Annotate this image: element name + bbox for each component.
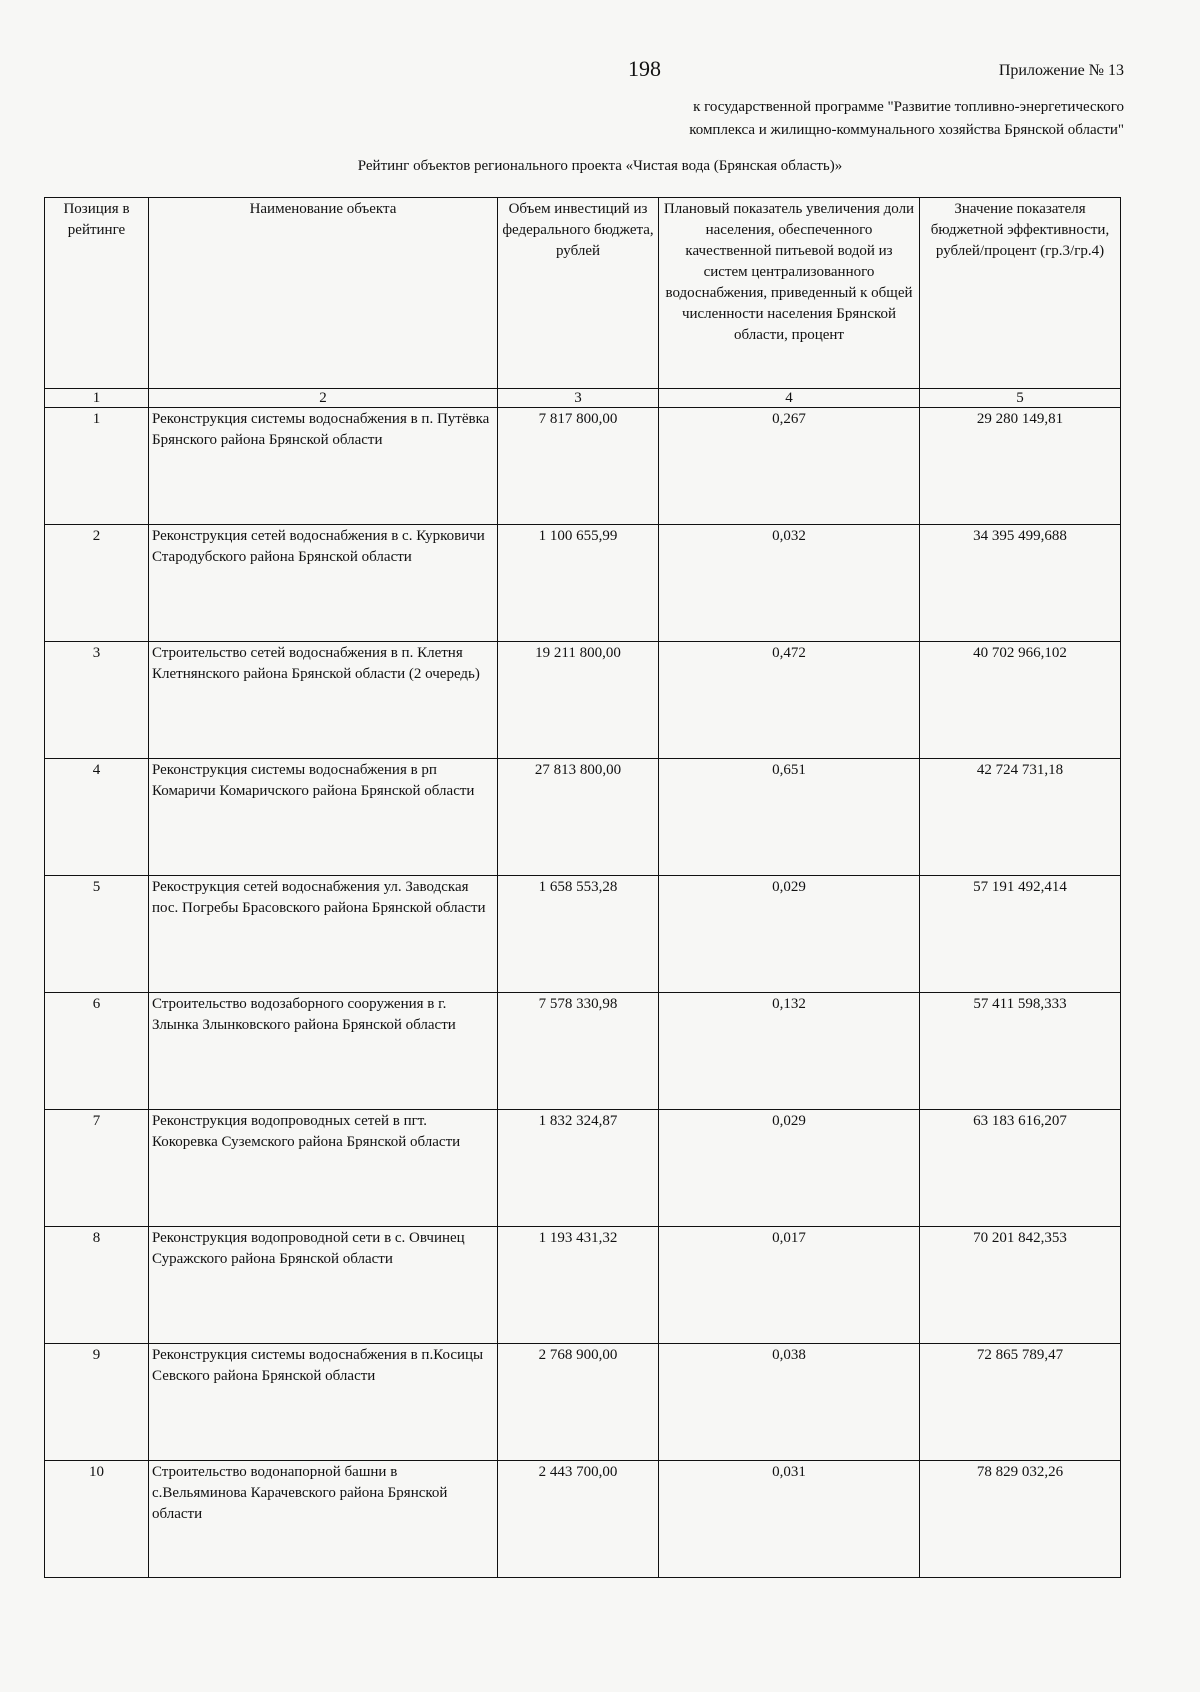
cell-object-name: Строительство водозаборного сооружения в г. Злынка Злынковского района Брянской области — [149, 993, 498, 1110]
cell-indicator: 0,267 — [659, 408, 920, 525]
cell-efficiency: 70 201 842,353 — [920, 1227, 1121, 1344]
cell-position: 2 — [45, 525, 149, 642]
column-header-efficiency: Значение показателя бюджетной эффективности, рублей/процент (гр.3/гр.4) — [920, 198, 1121, 389]
cell-investment: 1 100 655,99 — [498, 525, 659, 642]
cell-object-name: Реконструкция системы водоснабжения в п.Косицы Севского района Брянской области — [149, 1344, 498, 1461]
column-header-investment: Объем инвестиций из федерального бюджета, рублей — [498, 198, 659, 389]
cell-object-name: Строительство водонапорной башни в с.Вельяминова Карачевского района Брянской области — [149, 1461, 498, 1578]
cell-efficiency: 72 865 789,47 — [920, 1344, 1121, 1461]
column-number: 5 — [920, 389, 1121, 408]
cell-position: 9 — [45, 1344, 149, 1461]
cell-investment: 2 443 700,00 — [498, 1461, 659, 1578]
cell-indicator: 0,651 — [659, 759, 920, 876]
document-title: Рейтинг объектов регионального проекта «Чистая вода (Брянская область)» — [357, 158, 843, 174]
cell-investment: 1 658 553,28 — [498, 876, 659, 993]
cell-investment: 7 817 800,00 — [498, 408, 659, 525]
cell-efficiency: 29 280 149,81 — [920, 408, 1121, 525]
subtitle-line-1: к государственной программе "Развитие топливно-энергетического — [693, 99, 1124, 115]
table-row — [45, 525, 1121, 642]
cell-indicator: 0,032 — [659, 525, 920, 642]
cell-object-name: Рекострукция сетей водоснабжения ул. Заводская пос. Погребы Брасовского района Брянской области — [149, 876, 498, 993]
table-row — [45, 1110, 1121, 1227]
program-subtitle — [689, 96, 1124, 142]
cell-indicator: 0,029 — [659, 1110, 920, 1227]
cell-position: 8 — [45, 1227, 149, 1344]
column-number-row — [45, 389, 1121, 408]
cell-indicator: 0,132 — [659, 993, 920, 1110]
cell-position: 6 — [45, 993, 149, 1110]
cell-efficiency: 57 411 598,333 — [920, 993, 1121, 1110]
cell-object-name: Реконструкция сетей водоснабжения в с. Курковичи Стародубского района Брянской области — [149, 525, 498, 642]
cell-efficiency: 63 183 616,207 — [920, 1110, 1121, 1227]
cell-efficiency: 34 395 499,688 — [920, 525, 1121, 642]
cell-indicator: 0,029 — [659, 876, 920, 993]
cell-efficiency: 78 829 032,26 — [920, 1461, 1121, 1578]
table-row — [45, 1227, 1121, 1344]
cell-position: 4 — [45, 759, 149, 876]
column-number: 2 — [149, 389, 498, 408]
column-header-indicator: Плановый показатель увеличения доли населения, обеспеченного качественной питьевой водой из систем централизованного водоснабжения, приведенный к общей численности населения Брянской области, процент — [659, 198, 920, 389]
cell-investment: 19 211 800,00 — [498, 642, 659, 759]
table-row — [45, 1344, 1121, 1461]
table-row — [45, 993, 1121, 1110]
table-row — [45, 1461, 1121, 1578]
cell-investment: 2 768 900,00 — [498, 1344, 659, 1461]
column-number: 4 — [659, 389, 920, 408]
table-row — [45, 408, 1121, 525]
appendix-label: Приложение № 13 — [998, 62, 1124, 79]
cell-investment: 1 832 324,87 — [498, 1110, 659, 1227]
cell-object-name: Реконструкция системы водоснабжения в п. Путёвка Брянского района Брянской области — [149, 408, 498, 525]
cell-object-name: Реконструкция водопроводной сети в с. Овчинец Суражского района Брянской области — [149, 1227, 498, 1344]
cell-investment: 27 813 800,00 — [498, 759, 659, 876]
cell-position: 7 — [45, 1110, 149, 1227]
column-header-name: Наименование объекта — [149, 198, 498, 389]
cell-position: 5 — [45, 876, 149, 993]
table-row — [45, 876, 1121, 993]
subtitle-line-2: комплекса и жилищно-коммунального хозяйства Брянской области" — [689, 122, 1124, 138]
cell-indicator: 0,017 — [659, 1227, 920, 1344]
cell-indicator: 0,038 — [659, 1344, 920, 1461]
cell-efficiency: 40 702 966,102 — [920, 642, 1121, 759]
cell-object-name: Строительство сетей водоснабжения в п. Клетня Клетнянского района Брянской области (2 очередь) — [149, 642, 498, 759]
cell-object-name: Реконструкция системы водоснабжения в рп Комаричи Комаричского района Брянской области — [149, 759, 498, 876]
page-number: 198 — [628, 56, 661, 81]
cell-position: 1 — [45, 408, 149, 525]
cell-object-name: Реконструкция водопроводных сетей в пгт. Кокоревка Суземского района Брянской области — [149, 1110, 498, 1227]
column-number: 1 — [45, 389, 149, 408]
cell-position: 3 — [45, 642, 149, 759]
table-header-row — [45, 198, 1121, 389]
cell-indicator: 0,472 — [659, 642, 920, 759]
cell-efficiency: 42 724 731,18 — [920, 759, 1121, 876]
rating-table — [44, 197, 1121, 1578]
table-row — [45, 759, 1121, 876]
column-header-position: Позиция в рейтинге — [45, 198, 149, 389]
table-row — [45, 642, 1121, 759]
cell-investment: 1 193 431,32 — [498, 1227, 659, 1344]
cell-indicator: 0,031 — [659, 1461, 920, 1578]
cell-efficiency: 57 191 492,414 — [920, 876, 1121, 993]
cell-position: 10 — [45, 1461, 149, 1578]
column-number: 3 — [498, 389, 659, 408]
cell-investment: 7 578 330,98 — [498, 993, 659, 1110]
